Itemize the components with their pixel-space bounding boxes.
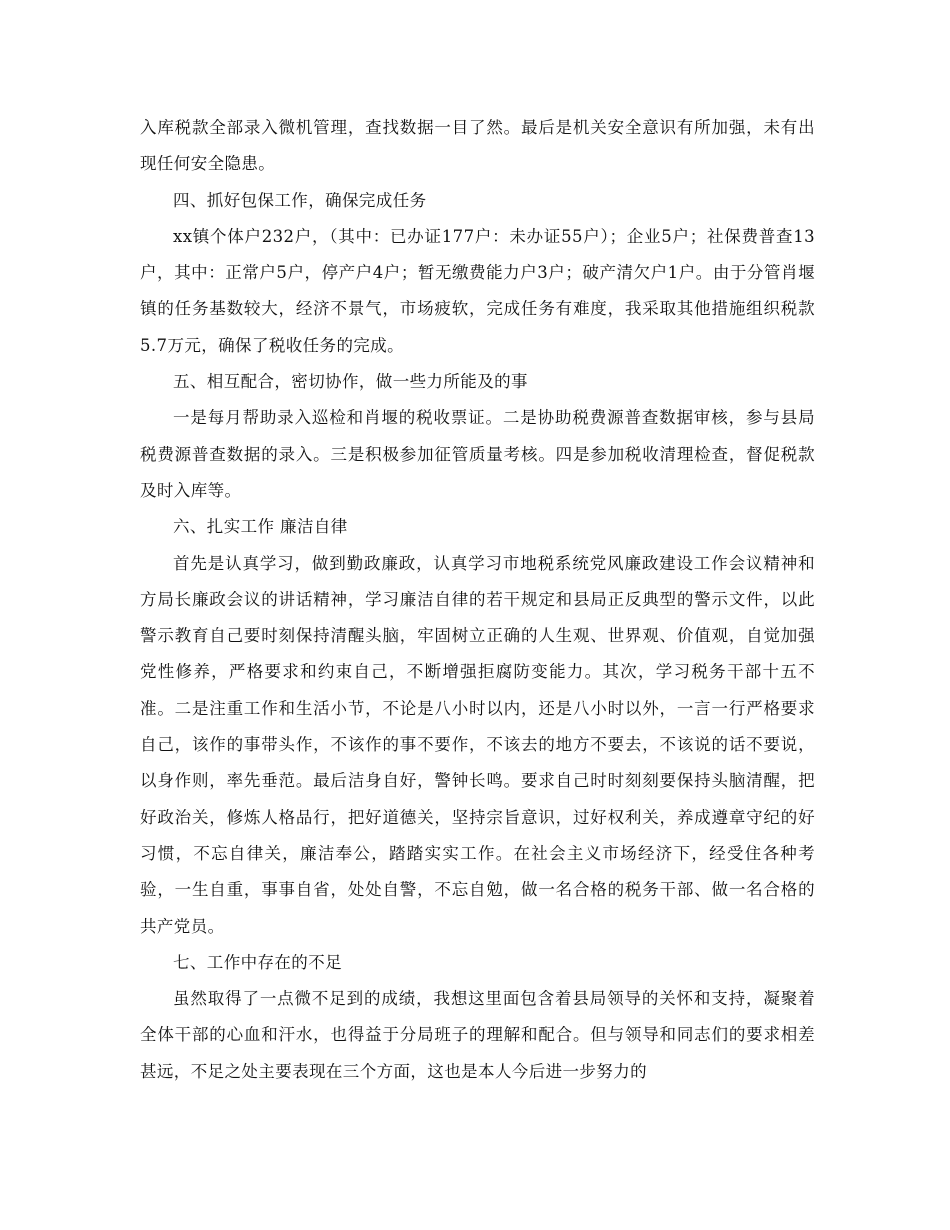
section-heading-5: 五、相互配合，密切协作，做一些力所能及的事 <box>173 372 528 392</box>
paragraph-body: 首先是认真学习，做到勤政廉政，认真学习市地税系统党风廉政建设工作会议精神和方局长廉政会议的讲话精神，学习廉洁自律的若干规定和县局正反典型的警示文件，以此警示教育自己要时刻保持清醒头脑，牢固树立正确的人生观、世界观、价值观，自觉加强党性修养，严格要求和约束自己，不断增强拒腐防变能力。其次，学习税务干部十五不准。二是注重工作和生活小节，不论是八小时以内，还是八小时以外，一言一行严格要求自己，该作的事带头作，不该作的事不要作，不该去的地方不要去，不该说的话不要说，以身作则，率先垂范。最后洁身自好，警钟长鸣。要求自己时时刻刻要保持头脑清醒，把好政治关，修炼人格品行，把好道德关，坚持宗旨意识，过好权利关，养成遵章守纪的好习惯，不忘自律关，廉洁奉公，踏踏实实工作。在社会主义市场经济下，经受住各种考验，一生自重，事事自省，处处自警，不忘自勉，做一名合格的税务干部、做一名合格的共产党员。 <box>140 553 815 936</box>
section-heading-6: 六、扎实工作 廉洁自律 <box>173 517 348 537</box>
section-heading-4: 四、抓好包保工作，确保完成任务 <box>173 190 427 210</box>
paragraph-body: 虽然取得了一点微不足到的成绩，我想这里面包含着县局领导的关怀和支持，凝聚着全体干部的心血和汗水，也得益于分局班子的理解和配合。但与领导和同志们的要求相差甚远，不足之处主要表现在三个方面，这也是本人今后进一步努力的 <box>140 989 815 1081</box>
paragraph-body: 一是每月帮助录入巡检和肖堰的税收票证。二是协助税费源普查数据审核，参与县局税费源普查数据的录入。三是积极参加征管质量考核。四是参加税收清理检查，督促税款及时入库等。 <box>140 408 815 500</box>
document-body <box>140 110 815 1090</box>
section-heading-7: 七、工作中存在的不足 <box>173 952 342 972</box>
paragraph-body: xx镇个体户232户，（其中：已办证177户：未办证55户）；企业5户；社保费普查13户，其中：正常户5户，停产户4户；暂无缴费能力户3户；破产清欠户1户。由于分管肖堰镇的任务基数较大，经济不景气，市场疲软，完成任务有难度，我采取其他措施组织税款5.7万元，确保了税收任务的完成。 <box>140 226 815 355</box>
paragraph-continuation: 入库税款全部录入微机管理，查找数据一目了然。最后是机关安全意识有所加强，未有出现任何安全隐患。 <box>140 118 815 174</box>
